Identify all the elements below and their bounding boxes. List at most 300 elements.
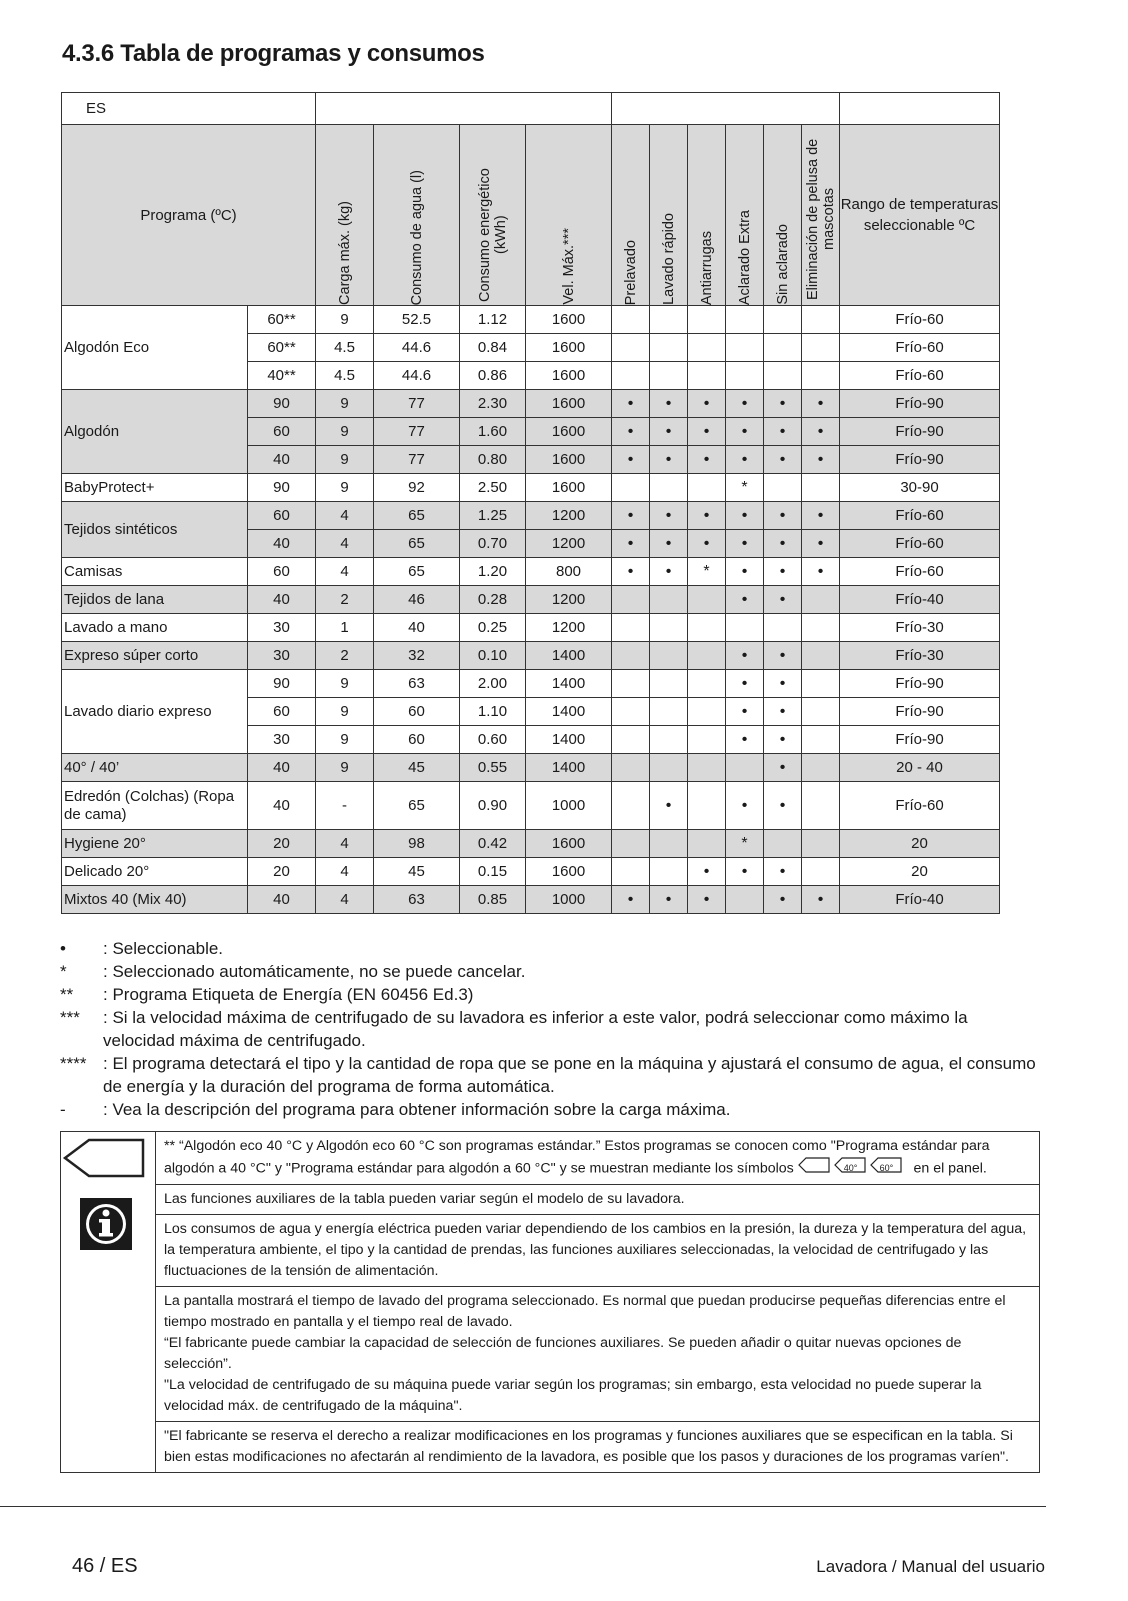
legend-text: : Si la velocidad máxima de centrifugado de su lavadora es inferior a este valor, podrá seleccionar como máximo la velocidad máxima de centrifugado. bbox=[103, 1008, 968, 1050]
table-row bbox=[62, 886, 1000, 914]
option-mark bbox=[688, 782, 726, 830]
max-load: 9 bbox=[316, 670, 374, 698]
option-mark: • bbox=[688, 390, 726, 418]
water-consumption: 45 bbox=[374, 858, 460, 886]
option-mark: • bbox=[726, 390, 764, 418]
temp-range: Frío-90 bbox=[840, 726, 1000, 754]
program-temp: 60 bbox=[248, 418, 316, 446]
option-mark bbox=[612, 474, 650, 502]
table-row bbox=[62, 614, 1000, 642]
option-mark bbox=[688, 754, 726, 782]
option-mark: • bbox=[612, 502, 650, 530]
option-mark bbox=[802, 726, 840, 754]
energy-consumption: 1.25 bbox=[460, 502, 526, 530]
temp-range: Frío-60 bbox=[840, 558, 1000, 586]
max-speed: 1600 bbox=[526, 334, 612, 362]
option-mark bbox=[688, 614, 726, 642]
header-speed: Vel. Máx.*** bbox=[560, 228, 577, 305]
max-load: 4.5 bbox=[316, 334, 374, 362]
water-consumption: 77 bbox=[374, 418, 460, 446]
water-consumption: 77 bbox=[374, 390, 460, 418]
table-row bbox=[62, 858, 1000, 886]
option-mark bbox=[650, 642, 688, 670]
legend-symbol: **** bbox=[60, 1054, 87, 1073]
program-temp: 30 bbox=[248, 726, 316, 754]
max-load: 9 bbox=[316, 446, 374, 474]
option-mark: • bbox=[764, 418, 802, 446]
option-mark bbox=[650, 614, 688, 642]
option-mark: • bbox=[650, 446, 688, 474]
program-temp: 60 bbox=[248, 698, 316, 726]
option-mark: • bbox=[802, 558, 840, 586]
water-consumption: 92 bbox=[374, 474, 460, 502]
option-mark: • bbox=[764, 558, 802, 586]
program-temp: 30 bbox=[248, 614, 316, 642]
option-mark: • bbox=[764, 858, 802, 886]
option-mark bbox=[612, 726, 650, 754]
program-temp: 60** bbox=[248, 334, 316, 362]
program-temp: 90 bbox=[248, 670, 316, 698]
note-display-time: La pantalla mostrará el tiempo de lavado del programa seleccionado. Es normal que puedan producirse pequeñas diferencias entre el tiempo mostrado en pantalla y el tiempo real de lavado. “El fabricante puede cambiar la capacidad de selección de funciones auxiliares. Se pueden añadir o quitar nuevas opciones de selección”. "La velocidad de centrifugado de su máquina puede variar según los programas; sin embargo, esta velocidad no puede superar la velocidad máx. de centrifugado de la máquina". bbox=[156, 1287, 1039, 1422]
water-consumption: 44.6 bbox=[374, 334, 460, 362]
option-mark bbox=[764, 474, 802, 502]
option-mark bbox=[612, 782, 650, 830]
option-mark bbox=[650, 754, 688, 782]
table-body bbox=[62, 306, 1000, 914]
option-mark bbox=[802, 830, 840, 858]
option-mark bbox=[612, 830, 650, 858]
option-mark: * bbox=[726, 474, 764, 502]
option-mark bbox=[612, 614, 650, 642]
table-row bbox=[62, 642, 1000, 670]
table-row bbox=[62, 782, 1000, 830]
option-mark bbox=[802, 306, 840, 334]
option-mark bbox=[688, 586, 726, 614]
option-mark: • bbox=[650, 418, 688, 446]
option-mark bbox=[802, 670, 840, 698]
max-speed: 1600 bbox=[526, 474, 612, 502]
option-mark: • bbox=[688, 886, 726, 914]
max-speed: 1200 bbox=[526, 502, 612, 530]
legend bbox=[60, 937, 1040, 1121]
program-name: 40° / 40’ bbox=[62, 754, 248, 782]
option-mark: • bbox=[802, 886, 840, 914]
option-mark bbox=[802, 858, 840, 886]
water-consumption: 40 bbox=[374, 614, 460, 642]
option-mark bbox=[650, 362, 688, 390]
option-mark bbox=[688, 306, 726, 334]
note-auxiliary-functions: Las funciones auxiliares de la tabla pueden variar según el modelo de su lavadora. bbox=[156, 1185, 1039, 1215]
option-mark bbox=[612, 362, 650, 390]
option-mark: • bbox=[726, 530, 764, 558]
max-speed: 1000 bbox=[526, 782, 612, 830]
option-mark: • bbox=[764, 782, 802, 830]
energy-consumption: 0.70 bbox=[460, 530, 526, 558]
program-table bbox=[61, 92, 1000, 914]
program-name: Camisas bbox=[62, 558, 248, 586]
legend-symbol: - bbox=[60, 1100, 66, 1119]
option-mark: • bbox=[688, 530, 726, 558]
option-mark: • bbox=[726, 642, 764, 670]
legend-text: : Vea la descripción del programa para obtener información sobre la carga máxima. bbox=[103, 1100, 731, 1119]
water-consumption: 65 bbox=[374, 782, 460, 830]
max-speed: 1600 bbox=[526, 390, 612, 418]
option-mark bbox=[688, 698, 726, 726]
max-speed: 800 bbox=[526, 558, 612, 586]
option-mark bbox=[802, 474, 840, 502]
program-temp: 40 bbox=[248, 886, 316, 914]
water-consumption: 98 bbox=[374, 830, 460, 858]
option-mark: * bbox=[726, 830, 764, 858]
max-load: 4 bbox=[316, 830, 374, 858]
option-mark bbox=[612, 306, 650, 334]
option-mark bbox=[764, 362, 802, 390]
max-speed: 1200 bbox=[526, 586, 612, 614]
water-consumption: 65 bbox=[374, 530, 460, 558]
program-name: Lavado diario expreso bbox=[62, 670, 248, 754]
option-mark bbox=[650, 858, 688, 886]
option-mark bbox=[802, 698, 840, 726]
note-consumption: Los consumos de agua y energía eléctrica pueden variar dependiendo de los cambios en la presión, la dureza y la temperatura del agua, la temperatura ambiente, el tipo y la cantidad de prendas, las funciones auxiliares seleccionadas, la velocidad de centrifugado y las fluctuaciones de la tensión de alimentación. bbox=[156, 1215, 1039, 1287]
option-mark: • bbox=[764, 530, 802, 558]
option-mark bbox=[650, 830, 688, 858]
temp-range: Frío-90 bbox=[840, 670, 1000, 698]
temp-range: Frío-90 bbox=[840, 418, 1000, 446]
max-load: - bbox=[316, 782, 374, 830]
water-consumption: 46 bbox=[374, 586, 460, 614]
option-mark: * bbox=[688, 558, 726, 586]
temp-range: Frío-60 bbox=[840, 306, 1000, 334]
temp-range: Frío-60 bbox=[840, 362, 1000, 390]
legend-item bbox=[60, 960, 1040, 983]
program-temp: 20 bbox=[248, 830, 316, 858]
option-mark: • bbox=[764, 698, 802, 726]
legend-item bbox=[60, 937, 1040, 960]
max-speed: 1000 bbox=[526, 886, 612, 914]
program-temp: 40 bbox=[248, 530, 316, 558]
max-speed: 1200 bbox=[526, 614, 612, 642]
header-extra-rinse: Aclarado Extra bbox=[736, 209, 753, 305]
max-load: 9 bbox=[316, 390, 374, 418]
option-mark: • bbox=[802, 390, 840, 418]
legend-item bbox=[60, 1006, 1040, 1052]
max-speed: 1400 bbox=[526, 642, 612, 670]
option-mark bbox=[802, 754, 840, 782]
option-mark: • bbox=[764, 446, 802, 474]
program-temp: 60 bbox=[248, 502, 316, 530]
option-mark: • bbox=[726, 502, 764, 530]
option-mark bbox=[688, 830, 726, 858]
water-consumption: 63 bbox=[374, 886, 460, 914]
legend-item bbox=[60, 983, 1040, 1006]
energy-consumption: 1.20 bbox=[460, 558, 526, 586]
temp-range: Frío-60 bbox=[840, 334, 1000, 362]
option-mark: • bbox=[726, 558, 764, 586]
option-mark: • bbox=[650, 558, 688, 586]
water-consumption: 77 bbox=[374, 446, 460, 474]
option-mark: • bbox=[764, 726, 802, 754]
max-speed: 1600 bbox=[526, 418, 612, 446]
option-mark bbox=[650, 474, 688, 502]
option-mark: • bbox=[688, 858, 726, 886]
energy-consumption: 0.42 bbox=[460, 830, 526, 858]
program-temp: 90 bbox=[248, 474, 316, 502]
table-row bbox=[62, 586, 1000, 614]
option-mark bbox=[650, 698, 688, 726]
max-speed: 1600 bbox=[526, 306, 612, 334]
option-mark: • bbox=[726, 726, 764, 754]
option-mark: • bbox=[612, 418, 650, 446]
footer-divider bbox=[0, 1506, 1046, 1507]
energy-consumption: 1.10 bbox=[460, 698, 526, 726]
water-consumption: 63 bbox=[374, 670, 460, 698]
option-mark: • bbox=[802, 530, 840, 558]
option-mark: • bbox=[726, 586, 764, 614]
program-name: Tejidos de lana bbox=[62, 586, 248, 614]
option-mark bbox=[612, 754, 650, 782]
option-mark: • bbox=[764, 642, 802, 670]
energy-consumption: 1.60 bbox=[460, 418, 526, 446]
option-mark bbox=[764, 334, 802, 362]
option-mark bbox=[688, 474, 726, 502]
legend-text: : Seleccionado automáticamente, no se puede cancelar. bbox=[103, 962, 526, 981]
option-mark bbox=[726, 886, 764, 914]
energy-consumption: 0.60 bbox=[460, 726, 526, 754]
option-mark: • bbox=[726, 446, 764, 474]
option-mark bbox=[650, 670, 688, 698]
temp-range: Frío-60 bbox=[840, 502, 1000, 530]
temp-range: Frío-40 bbox=[840, 886, 1000, 914]
option-mark: • bbox=[726, 670, 764, 698]
program-temp: 20 bbox=[248, 858, 316, 886]
water-consumption: 65 bbox=[374, 558, 460, 586]
temp-range: 20 bbox=[840, 858, 1000, 886]
option-mark bbox=[612, 586, 650, 614]
max-load: 9 bbox=[316, 306, 374, 334]
note-manufacturer-rights: "El fabricante se reserva el derecho a realizar modificaciones en los programas y funciones auxiliares que se especifican en la tabla. Si bien estas modificaciones no afectarán al rendimiento de la lavadora, es posible que los pasos y duraciones de los programas varíen". bbox=[164, 1428, 1013, 1465]
max-load: 9 bbox=[316, 698, 374, 726]
max-load: 4 bbox=[316, 858, 374, 886]
table-row bbox=[62, 558, 1000, 586]
header-program: Programa (ºC) bbox=[62, 125, 316, 306]
energy-consumption: 0.28 bbox=[460, 586, 526, 614]
option-mark bbox=[612, 334, 650, 362]
energy-consumption: 2.00 bbox=[460, 670, 526, 698]
temp-range: Frío-30 bbox=[840, 642, 1000, 670]
header-temp-range: Rango de temperaturas seleccionable ºC bbox=[840, 125, 1000, 306]
temp-range: Frío-90 bbox=[840, 446, 1000, 474]
option-mark bbox=[650, 586, 688, 614]
option-mark: • bbox=[764, 754, 802, 782]
option-mark bbox=[650, 306, 688, 334]
temp-range: Frío-30 bbox=[840, 614, 1000, 642]
option-mark bbox=[688, 642, 726, 670]
program-temp: 60 bbox=[248, 558, 316, 586]
page-number: 46 / ES bbox=[72, 1555, 138, 1577]
option-mark bbox=[802, 334, 840, 362]
max-speed: 1600 bbox=[526, 830, 612, 858]
header-load: Carga máx. (kg) bbox=[336, 201, 353, 305]
max-speed: 1600 bbox=[526, 362, 612, 390]
option-mark bbox=[688, 670, 726, 698]
program-temp: 40 bbox=[248, 586, 316, 614]
program-name: Expreso súper corto bbox=[62, 642, 248, 670]
info-notes-box bbox=[60, 1131, 1040, 1473]
legend-symbol: ** bbox=[60, 985, 74, 1004]
info-icon bbox=[79, 1197, 133, 1251]
option-mark bbox=[650, 334, 688, 362]
program-temp: 60** bbox=[248, 306, 316, 334]
program-name: Algodón bbox=[62, 390, 248, 474]
water-consumption: 60 bbox=[374, 726, 460, 754]
water-consumption: 52.5 bbox=[374, 306, 460, 334]
option-mark bbox=[726, 362, 764, 390]
option-mark bbox=[764, 306, 802, 334]
table-row bbox=[62, 670, 1000, 698]
max-load: 4 bbox=[316, 886, 374, 914]
option-mark: • bbox=[802, 446, 840, 474]
option-mark: • bbox=[764, 886, 802, 914]
water-consumption: 65 bbox=[374, 502, 460, 530]
max-load: 9 bbox=[316, 726, 374, 754]
option-mark: • bbox=[764, 390, 802, 418]
program-name: Algodón Eco bbox=[62, 306, 248, 390]
max-speed: 1400 bbox=[526, 698, 612, 726]
energy-consumption: 0.90 bbox=[460, 782, 526, 830]
program-name: BabyProtect+ bbox=[62, 474, 248, 502]
max-load: 9 bbox=[316, 754, 374, 782]
option-mark bbox=[726, 754, 764, 782]
max-load: 2 bbox=[316, 586, 374, 614]
temp-range: Frío-60 bbox=[840, 530, 1000, 558]
legend-item bbox=[60, 1098, 1040, 1121]
option-mark bbox=[688, 334, 726, 362]
option-mark: • bbox=[612, 886, 650, 914]
program-temp: 40 bbox=[248, 446, 316, 474]
option-mark bbox=[688, 726, 726, 754]
program-name: Lavado a mano bbox=[62, 614, 248, 642]
option-mark: • bbox=[650, 390, 688, 418]
legend-text: : El programa detectará el tipo y la cantidad de ropa que se pone en la máquina y ajustará el consumo de agua, el consumo de energía y la duración del programa de forma automática. bbox=[103, 1054, 1036, 1096]
legend-symbol: * bbox=[60, 962, 67, 981]
header-water: Consumo de agua (l) bbox=[408, 169, 425, 305]
option-mark: • bbox=[802, 418, 840, 446]
legend-symbol: *** bbox=[60, 1008, 80, 1027]
max-load: 4 bbox=[316, 502, 374, 530]
energy-consumption: 0.55 bbox=[460, 754, 526, 782]
option-mark: • bbox=[726, 418, 764, 446]
header-energy: Consumo energético (kWh) bbox=[476, 168, 509, 302]
option-mark: • bbox=[764, 586, 802, 614]
energy-consumption: 0.85 bbox=[460, 886, 526, 914]
max-load: 9 bbox=[316, 474, 374, 502]
header-prewash: Prelavado bbox=[622, 239, 639, 305]
table-row bbox=[62, 754, 1000, 782]
program-name: Delicado 20° bbox=[62, 858, 248, 886]
program-temp: 30 bbox=[248, 642, 316, 670]
energy-consumption: 2.50 bbox=[460, 474, 526, 502]
option-mark: • bbox=[726, 698, 764, 726]
max-speed: 1600 bbox=[526, 858, 612, 886]
energy-consumption: 1.12 bbox=[460, 306, 526, 334]
option-mark: • bbox=[688, 418, 726, 446]
option-mark bbox=[726, 306, 764, 334]
max-speed: 1400 bbox=[526, 726, 612, 754]
legend-text: : Seleccionable. bbox=[103, 939, 224, 958]
section-title: 4.3.6 Tabla de programas y consumos bbox=[62, 40, 485, 67]
option-mark bbox=[802, 362, 840, 390]
temp-range: 20 bbox=[840, 830, 1000, 858]
energy-consumption: 0.84 bbox=[460, 334, 526, 362]
option-mark bbox=[726, 334, 764, 362]
program-name: Hygiene 20° bbox=[62, 830, 248, 858]
temp-range: Frío-40 bbox=[840, 586, 1000, 614]
option-mark: • bbox=[688, 502, 726, 530]
temp-range: Frío-90 bbox=[840, 698, 1000, 726]
option-mark bbox=[688, 362, 726, 390]
temp-range: 20 - 40 bbox=[840, 754, 1000, 782]
option-mark bbox=[650, 726, 688, 754]
option-mark bbox=[764, 830, 802, 858]
option-mark bbox=[802, 614, 840, 642]
program-name: Edredón (Colchas) (Ropa de cama) bbox=[62, 782, 248, 830]
max-load: 1 bbox=[316, 614, 374, 642]
program-temp: 40** bbox=[248, 362, 316, 390]
option-mark bbox=[802, 586, 840, 614]
option-mark: • bbox=[612, 390, 650, 418]
max-load: 4 bbox=[316, 530, 374, 558]
water-consumption: 45 bbox=[374, 754, 460, 782]
option-mark: • bbox=[650, 782, 688, 830]
table-lang-label: ES bbox=[62, 93, 316, 125]
option-mark: • bbox=[650, 502, 688, 530]
option-mark bbox=[612, 642, 650, 670]
option-mark: • bbox=[612, 530, 650, 558]
option-mark: • bbox=[612, 558, 650, 586]
table-row bbox=[62, 390, 1000, 418]
option-mark: • bbox=[802, 502, 840, 530]
energy-consumption: 0.10 bbox=[460, 642, 526, 670]
program-temp: 40 bbox=[248, 782, 316, 830]
temp-range: Frío-90 bbox=[840, 390, 1000, 418]
water-consumption: 60 bbox=[374, 698, 460, 726]
program-temp: 40 bbox=[248, 754, 316, 782]
energy-consumption: 0.80 bbox=[460, 446, 526, 474]
header-pet-hair: Eliminación de pelusa de mascotas bbox=[804, 138, 837, 300]
table-row bbox=[62, 306, 1000, 334]
manual-title: Lavadora / Manual del usuario bbox=[816, 1557, 1045, 1576]
max-load: 4.5 bbox=[316, 362, 374, 390]
table-row bbox=[62, 502, 1000, 530]
legend-text: : Programa Etiqueta de Energía (EN 60456 Ed.3) bbox=[103, 985, 474, 1004]
option-mark: • bbox=[688, 446, 726, 474]
max-speed: 1600 bbox=[526, 446, 612, 474]
tag-symbol-icon bbox=[798, 1157, 830, 1173]
header-quick: Lavado rápido bbox=[660, 213, 677, 305]
program-temp: 90 bbox=[248, 390, 316, 418]
option-mark bbox=[764, 614, 802, 642]
program-name: Tejidos sintéticos bbox=[62, 502, 248, 558]
max-load: 9 bbox=[316, 418, 374, 446]
option-mark: • bbox=[764, 670, 802, 698]
max-speed: 1400 bbox=[526, 754, 612, 782]
temp-range: Frío-60 bbox=[840, 782, 1000, 830]
max-load: 4 bbox=[316, 558, 374, 586]
option-mark bbox=[802, 782, 840, 830]
legend-symbol: • bbox=[60, 939, 66, 958]
standard-program-tag-icon bbox=[61, 1136, 151, 1180]
max-speed: 1400 bbox=[526, 670, 612, 698]
